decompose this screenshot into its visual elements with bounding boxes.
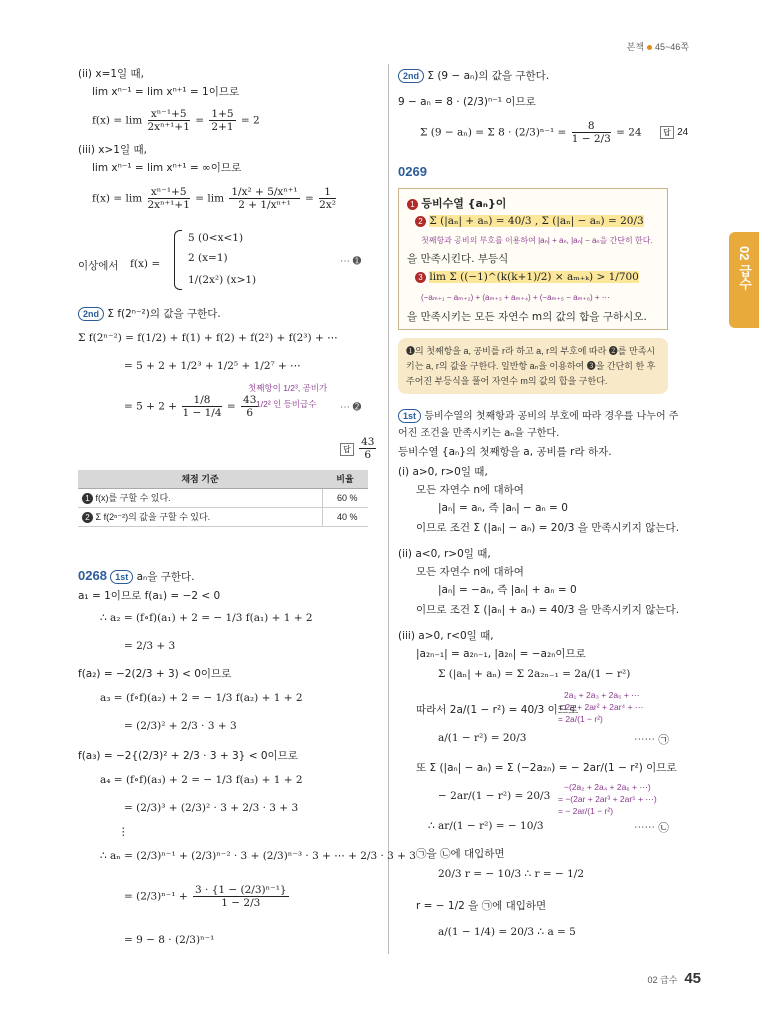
circle-3-icon: 3 (415, 272, 426, 283)
scoring-criteria-cell (78, 488, 322, 507)
sum-note-second: 1/2² 인 등비급수 (256, 399, 317, 409)
right-line-2 (420, 120, 642, 145)
case-iii-limit: lim xⁿ⁻¹ = lim xⁿ⁺¹ = ∞이므로 (92, 162, 242, 174)
box-title-row (407, 195, 506, 211)
case-iii-frac-den: 2xⁿ⁺¹+1 (147, 199, 190, 211)
scoring-criteria-text: Σ f(2ⁿ⁻²)의 값을 구할 수 있다. (95, 512, 211, 522)
left-answer (340, 436, 378, 461)
case-iii-frac2-den: 2 + 1/xⁿ⁺¹ (238, 199, 291, 211)
case-3-note-1b: = 2a + 2ar² + 2ar⁴ + ⋯ (558, 702, 644, 712)
p0268-line-4: f(a₂) = −2(2/3 + 3) < 0이므로 (78, 668, 232, 680)
right-answer-value: 24 (677, 127, 689, 138)
right-step-2nd-text: Σ (9 − aₙ)의 값을 구한다. (427, 70, 550, 82)
step-2nd-row (78, 306, 221, 321)
sum-line-3-num: 1/8 (182, 394, 221, 407)
box-title: 등비수열 {aₙ}이 (421, 197, 507, 210)
p0268-line-8: a₄ = (f∘f)(a₃) + 2 = − 1/3 f(a₃) + 1 + 2 (100, 774, 303, 786)
case-2-title: (ii) a<0, r>0일 때, (398, 548, 491, 560)
piecewise-brace (174, 230, 182, 290)
case-3-line-8: ㉠을 ㉡에 대입하면 (416, 848, 505, 860)
left-answer-den: 6 (364, 449, 372, 461)
sum-line-3-equals: = (226, 400, 236, 413)
case-ii-f-label: f(x) = lim (92, 114, 143, 127)
circle-1-icon: 1 (407, 199, 418, 210)
sum-line-3-prefix: = 5 + 2 + (124, 400, 178, 413)
case-iii-mid: = lim (195, 192, 225, 205)
case-ii-frac-num: xⁿ⁻¹+5 (148, 108, 190, 121)
case-3-title: (iii) a>0, r<0일 때, (398, 630, 494, 642)
p0268-line-12-prefix: = (2/3)ⁿ⁻¹ + (124, 890, 188, 903)
step-2nd-tag: 2nd (78, 307, 104, 321)
case-2-line-3: 이므로 조건 Σ (|aₙ| + aₙ) = 40/3 을 만족시키지 않는다. (416, 604, 680, 616)
box-line-3: 을 만족시키는 모든 자연수 m의 값의 합을 구하시오. (407, 311, 647, 323)
right-line-2-prefix: Σ (9 − aₙ) = Σ 8 · (2/3)ⁿ⁻¹ = (420, 126, 567, 139)
scoring-criteria-cell (78, 507, 322, 526)
chapter-side-tab (729, 232, 759, 328)
p0268-line-13: = 9 − 8 · (2/3)ⁿ⁻¹ (124, 934, 215, 946)
box-condition-1: Σ (|aₙ| + aₙ) = 40/3 , Σ (|aₙ| − aₙ) = 20/3 (429, 215, 644, 227)
column-divider (388, 64, 389, 954)
case-ii-result: = 2 (240, 114, 260, 127)
footer-page-number: 45 (684, 970, 701, 987)
case-3-line-6: − 2ar/(1 − r²) = 20/3 (438, 790, 551, 802)
case-3-line-9: 20/3 r = − 10/3 ∴ r = − 1/2 (438, 868, 585, 880)
case-3-line-2: Σ (|aₙ| + aₙ) = Σ 2a₂ₙ₋₁ = 2a/(1 − r²) (438, 668, 631, 680)
case-3-line-5: 또 Σ (|aₙ| − aₙ) = Σ (−2a₂ₙ) = − 2ar/(1 − r²) 이므로 (416, 762, 677, 774)
footer-chapter: 02 급수 (647, 975, 678, 985)
case-3-line-1: |a₂ₙ₋₁| = a₂ₙ₋₁, |a₂ₙ| = −a₂ₙ이므로 (416, 648, 586, 660)
problem-0269-number: 0269 (398, 164, 427, 179)
right-line-2-fraction (572, 120, 611, 145)
hint-box: ❶의 첫째항을 a, 공비를 r라 하고 a, r의 부호에 따라 ❷를 만족시키는 a, r의 값을 구한다. 일반항 aₙ을 이용하여 ❸을 간단히 한 후 주어진 부등식을 풀어 자연수 m의 값의 합을 구한다. (398, 338, 668, 394)
box-inequality: lim Σ ((−1)^(k(k+1)/2) × aₘ₊ₖ) > 1/700 (429, 271, 639, 283)
header-ref-book: 본책 (626, 42, 645, 52)
piece-3: 1/(2x²) (x>1) (188, 274, 257, 286)
right-answer-label: 답 (660, 126, 674, 139)
header-ref-pages: 45~46쪽 (655, 42, 689, 52)
sum-line-3-fraction (182, 394, 221, 419)
sum-line-3 (124, 394, 260, 419)
case-3-line-3: 따라서 2a/(1 − r²) = 40/3 이므로 (416, 704, 579, 716)
page-footer (647, 970, 701, 987)
step-2nd-text: Σ f(2ⁿ⁻²)의 값을 구한다. (107, 308, 221, 320)
sum-line-1: Σ f(2ⁿ⁻²) = f(1/2) + f(1) + f(2) + f(2²) + f(2³) + ⋯ (78, 332, 338, 344)
p0268-line-9: = (2/3)³ + (2/3)² · 3 + 2/3 · 3 + 3 (124, 802, 299, 814)
right-line-2-result: = 24 (616, 126, 642, 139)
problem-0268-number: 0268 (78, 568, 107, 583)
case-iii-frac3-den: 2x² (319, 199, 336, 211)
p0268-line-7: f(a₃) = −2{(2/3)² + 2/3 · 3 + 3} < 0이므로 (78, 750, 298, 762)
case-1-line-1: 모든 자연수 n에 대하여 (416, 484, 524, 496)
answer-label-box: 답 (340, 443, 354, 456)
case-iii-fraction-3 (319, 186, 336, 211)
case-3-note-1c: = 2a/(1 − r²) (558, 714, 603, 724)
bullet-dot-icon (647, 45, 652, 50)
sum-line-3-result (241, 394, 258, 419)
circle-number-icon: 2 (82, 512, 93, 523)
summary-label: 이상에서 (78, 260, 119, 272)
right-line-2-den: 1 − 2/3 (571, 133, 611, 145)
case-iii-f-label: f(x) = lim (92, 192, 143, 205)
case-3-note-1a: 2a₁ + 2a₃ + 2a₅ + ⋯ (564, 690, 640, 700)
problem-0268-tag: 1st (110, 570, 133, 584)
case-ii-equals: = (195, 114, 205, 127)
right-step-1st-tag: 1st (398, 409, 421, 423)
sum-note-first: 첫째항이 1/2³, 공비가 (248, 383, 328, 393)
problem-0268-heading (78, 568, 195, 584)
left-answer-num: 43 (361, 436, 375, 448)
case-3-note-2a: −(2a₂ + 2a₄ + 2a₆ + ⋯) (564, 782, 651, 792)
sum-result-den: 6 (246, 407, 254, 419)
case-iii-frac2-num: 1/x² + 5/xⁿ⁺¹ (231, 186, 298, 198)
case-3-line-7: ∴ ar/(1 − r²) = − 10/3 (428, 820, 544, 832)
case-iii-title: (iii) x>1일 때, (78, 144, 147, 156)
table-row (78, 488, 368, 507)
box-note-1: 첫째항과 공비의 부호를 이용하여 |aₙ| + aₙ, |aₙ| − aₙ을 간단히 한다. (421, 236, 653, 245)
case-2-line-2: |aₙ| = −aₙ, 즉 |aₙ| + aₙ = 0 (438, 584, 577, 596)
right-step-1st-row (398, 408, 688, 442)
case-ii-frac-den: 2xⁿ⁺¹+1 (147, 121, 190, 133)
case-1-title: (i) a>0, r>0일 때, (398, 466, 488, 478)
case-ii-function (92, 108, 260, 133)
right-setup: 등비수열 {aₙ}의 첫째항을 a, 공비를 r라 하자. (398, 446, 612, 458)
case-1-line-3: 이므로 조건 Σ (|aₙ| − aₙ) = 20/3 을 만족시키지 않는다. (416, 522, 680, 534)
case-3-line-4: a/(1 − r²) = 20/3 (438, 732, 527, 744)
sum-result-num: 43 (243, 394, 257, 406)
case-iii-fraction-2 (229, 186, 299, 211)
case-3-line-11: a/(1 − 1/4) = 20/3 ∴ a = 5 (438, 926, 576, 938)
circle-number-icon: 1 (82, 493, 93, 504)
scoring-criteria-text: f(x)를 구할 수 있다. (95, 493, 171, 503)
p0268-line-12-num: 3 · {1 − (2/3)ⁿ⁻¹} (195, 884, 287, 896)
case-ii-title: (ii) x=1일 때, (78, 68, 145, 80)
left-answer-fraction (359, 436, 376, 461)
table-row (78, 507, 368, 526)
p0268-line-11: ∴ aₙ = (2/3)ⁿ⁻¹ + (2/3)ⁿ⁻² · 3 + (2/3)ⁿ⁻³ · 3 + ⋯ + 2/3 · 3 + 3 (100, 850, 416, 862)
summary-f: f(x) = (130, 258, 161, 270)
box-line-2: 을 만족시킨다. 부등식 (407, 253, 509, 265)
box-condition-row (415, 215, 644, 227)
right-step-1st-text: 등비수열의 첫째항과 공비의 부호에 따라 경우를 나누어 주어진 조건을 만족시키는 aₙ을 구한다. (398, 411, 679, 439)
problem-0268-step: aₙ을 구한다. (136, 571, 195, 583)
case-1-line-2: |aₙ| = aₙ, 즉 |aₙ| − aₙ = 0 (438, 502, 568, 514)
case-ii-limit: lim xⁿ⁻¹ = lim xⁿ⁺¹ = 1이므로 (92, 86, 240, 98)
p0268-line-12-fraction (193, 884, 289, 909)
p0268-line-5: a₃ = (f∘f)(a₂) + 2 = − 1/3 f(a₂) + 1 + 2 (100, 692, 303, 704)
p0268-line-6: = (2/3)² + 2/3 · 3 + 3 (124, 720, 237, 732)
right-line-1: 9 − aₙ = 8 · (2/3)ⁿ⁻¹ 이므로 (398, 96, 536, 108)
p0268-line-12 (124, 884, 291, 909)
p0268-line-12-den: 1 − 2/3 (221, 897, 261, 909)
scoring-ratio-cell: 40 % (322, 507, 368, 526)
problem-0269-box (398, 188, 668, 330)
case-3-note-2c: = − 2ar/(1 − r²) (558, 806, 614, 816)
p0268-line-2: ∴ a₂ = (f∘f)(a₁) + 2 = − 1/3 f(a₁) + 1 + 2 (100, 612, 313, 624)
scoring-header-ratio: 비율 (322, 470, 368, 488)
scoring-table (78, 470, 368, 527)
right-column (398, 62, 688, 962)
scoring-header-criteria: 채점 기준 (78, 470, 322, 488)
case-2-line-1: 모든 자연수 n에 대하여 (416, 566, 524, 578)
case-iii-frac-num: xⁿ⁻¹+5 (148, 186, 190, 199)
circle-2-icon: 2 (415, 216, 426, 227)
sum-mark-2: ⋯ ➋ (340, 402, 362, 413)
sum-line-2: = 5 + 2 + 1/2³ + 1/2⁵ + 1/2⁷ + ⋯ (124, 360, 301, 372)
chapter-side-tab-label: 02 급수 (737, 246, 752, 291)
scoring-header-row (78, 470, 368, 488)
right-step-2nd-row (398, 68, 549, 83)
case-ii-fraction-2 (209, 108, 235, 133)
case-ii-frac2-num: 1+5 (211, 108, 234, 120)
sum-line-3-den: 1 − 1/4 (182, 407, 222, 419)
case-3-mark-2: ⋯⋯ ㉡ (634, 822, 669, 834)
p0268-line-3: = 2/3 + 3 (124, 640, 176, 652)
p0268-line-10: ⋮ (118, 826, 129, 838)
case-3-note-2b: = −(2ar + 2ar³ + 2ar⁵ + ⋯) (558, 794, 657, 804)
case-3-line-10: r = − 1/2 을 ㉠에 대입하면 (416, 900, 547, 912)
piece-mark-1: ⋯ ➊ (340, 256, 362, 267)
scoring-ratio-cell: 60 % (322, 488, 368, 507)
p0268-line-1: a₁ = 1이므로 f(a₁) = −2 < 0 (78, 590, 221, 602)
right-step-2nd-tag: 2nd (398, 69, 424, 83)
box-note-2: (−aₘ₊₁ − aₘ₊₂) + (aₘ₊₃ + aₘ₊₄) + (−aₘ₊₅ − aₘ₊₆) + ⋯ (421, 293, 610, 302)
header-page-reference (627, 40, 689, 53)
box-inequality-row (415, 271, 639, 283)
case-iii-function: f(x) = lim $\frac{\text{xⁿ⁻¹+5}}{\text{2xⁿ⁺¹+1}}$ = lim $\frac{\text{1/x² + 5/xⁿ⁺¹}}{\text{2 + 1/xⁿ⁺¹}}$ = $\frac{1}{\text{2x²}}$ (92, 186, 336, 211)
right-answer (660, 126, 688, 139)
case-ii-fraction (148, 108, 190, 133)
case-ii-frac2-den: 2+1 (211, 121, 234, 133)
case-iii-fraction (148, 186, 190, 211)
piece-1: 5 (0<x<1) (188, 232, 244, 244)
case-3-mark-1: ⋯⋯ ㉠ (634, 734, 669, 746)
piece-2: 2 (x=1) (188, 252, 228, 264)
right-line-2-num: 8 (572, 120, 611, 133)
case-iii-frac3-num: 1 (319, 186, 336, 199)
